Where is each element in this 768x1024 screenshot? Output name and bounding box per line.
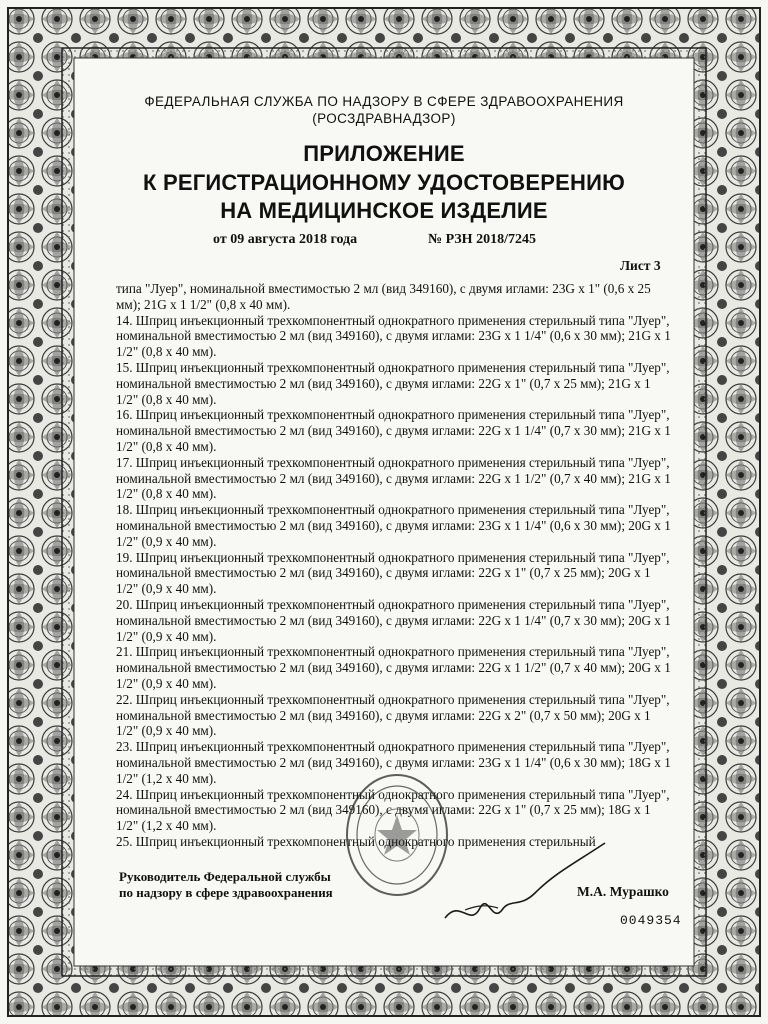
agency-abbreviation: (РОСЗДРАВНАДЗОР)	[312, 111, 456, 126]
body-paragraph: 21. Шприц инъекционный трехкомпонентный однократного применения стерильный типа "Луер", номинальной вместимостью 2 мл (вид 349160), с двумя иглами: 22G х 1 1/2" (0,7 х 40 мм); 20G х 1 1/2" (0,9 х 40 мм).	[116, 644, 671, 691]
agency-name: ФЕДЕРАЛЬНАЯ СЛУЖБА ПО НАДЗОРУ В СФЕРЕ ЗДРАВООХРАНЕНИЯ	[144, 94, 624, 109]
sheet-number: Лист 3	[620, 258, 661, 273]
signer-title	[119, 869, 333, 901]
registration-number: № РЗН 2018/7245	[428, 232, 536, 247]
body-paragraph: 19. Шприц инъекционный трехкомпонентный однократного применения стерильный типа "Луер", номинальной вместимостью 2 мл (вид 349160), с двумя иглами: 22G х 1" (0,7 х 25 мм); 20G х 1 1/2" (0,9 х 40 мм).	[116, 549, 670, 597]
body-paragraph: 23. Шприц инъекционный трехкомпонентный однократного применения стерильный типа "Луер", номинальной вместимостью 2 мл (вид 349160), с двумя иглами: 23G х 1 1/4" (0,6 х 30 мм); 18G х 1 1/2" (1,2 х 40 мм).	[116, 739, 671, 786]
body-paragraph: 18. Шприц инъекционный трехкомпонентный однократного применения стерильный типа "Луер", номинальной вместимостью 2 мл (вид 349160), с двумя иглами: 23G х 1 1/4" (0,6 х 30 мм); 20G х 1 1/2" (0,9 х 40 мм).	[116, 502, 671, 549]
body-paragraph: 20. Шприц инъекционный трехкомпонентный однократного применения стерильный типа "Луер", номинальной вместимостью 2 мл (вид 349160), с двумя иглами: 22G х 1 1/4" (0,7 х 30 мм); 20G х 1 1/2" (0,9 х 40 мм).	[116, 596, 671, 644]
signer-name: М.А. Мурашко	[577, 884, 669, 899]
body-paragraph: 22. Шприц инъекционный трехкомпонентный однократного применения стерильный типа "Луер", номинальной вместимостью 2 мл (вид 349160), с двумя иглами: 22G х 2" (0,7 х 50 мм); 20G х 1 1/2" (0,9 х 40 мм).	[116, 691, 670, 739]
body-paragraph: 16. Шприц инъекционный трехкомпонентный однократного применения стерильный типа "Луер", номинальной вместимостью 2 мл (вид 349160), с двумя иглами: 22G х 1 1/4" (0,7 х 30 мм); 21G х 1 1/2" (0,8 х 40 мм).	[116, 407, 671, 454]
body-paragraph: 15. Шприц инъекционный трехкомпонентный однократного применения стерильный типа "Луер", номинальной вместимостью 2 мл (вид 349160), с двумя иглами: 22G х 1" (0,7 х 25 мм); 21G х 1 1/2" (0,8 х 40 мм).	[116, 359, 670, 407]
body-paragraph: 17. Шприц инъекционный трехкомпонентный однократного применения стерильный типа "Луер", номинальной вместимостью 2 мл (вид 349160), с двумя иглами: 22G х 1 1/2" (0,7 х 40 мм); 21G х 1 1/2" (0,8 х 40 мм).	[116, 454, 671, 502]
document-subtitle: К РЕГИСТРАЦИОННОМУ УДОСТОВЕРЕНИЮ	[143, 170, 625, 195]
issue-date: от 09 августа 2018 года	[213, 232, 358, 247]
body-paragraph: 24. Шприц инъекционный трехкомпонентный однократного применения стерильный типа "Луер", номинальной вместимостью 2 мл (вид 349160), с двумя иглами: 22G х 1" (0,7 х 25 мм); 18G х 1 1/2" (1,2 х 40 мм).	[116, 786, 670, 834]
form-serial-number: 0049354	[620, 913, 682, 928]
signer-title-line: по надзору в сфере здравоохранения	[119, 885, 333, 900]
document-title: ПРИЛОЖЕНИЕ	[303, 141, 465, 166]
signature-mark	[440, 838, 610, 928]
document-subtitle-2: НА МЕДИЦИНСКОЕ ИЗДЕЛИЕ	[220, 198, 548, 223]
document-body	[116, 281, 672, 850]
body-paragraph: 14. Шприц инъекционный трехкомпонентный однократного применения стерильный типа "Луер", номинальной вместимостью 2 мл (вид 349160), с двумя иглами: 23G х 1 1/4" (0,6 х 30 мм); 21G х 1 1/2" (0,8 х 40 мм).	[116, 312, 671, 360]
body-paragraph: 25. Шприц инъекционный трехкомпонентный однократного применения стерильный	[116, 833, 596, 849]
signer-title-line: Руководитель Федеральной службы	[119, 869, 331, 884]
body-paragraph: типа "Луер", номинальной вместимостью 2 мл (вид 349160), с двумя иглами: 23G х 1" (0,6 х 25 мм); 21G х 1 1/2" (0,8 х 40 мм).	[116, 281, 651, 312]
official-seal-stamp	[342, 770, 452, 900]
